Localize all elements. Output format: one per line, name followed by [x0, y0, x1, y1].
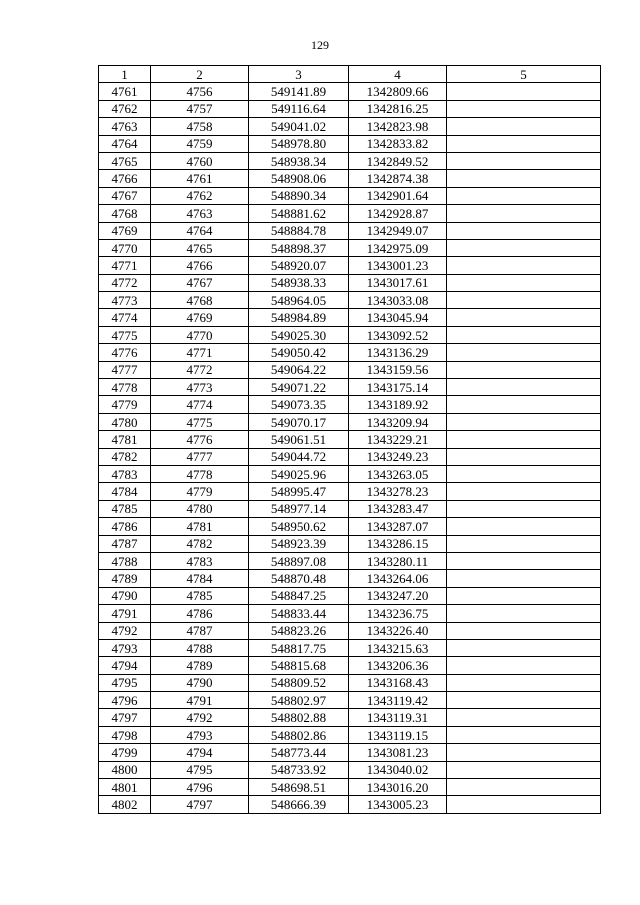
- table-cell-col-5: [447, 779, 601, 796]
- table-cell-col-2: 4768: [151, 292, 249, 309]
- table-cell-col-4: 1343175.14: [349, 379, 447, 396]
- table-cell-col-1: 4775: [99, 326, 151, 343]
- table-cell-col-1: 4778: [99, 379, 151, 396]
- table-cell-col-5: [447, 257, 601, 274]
- table-cell-col-3: 548984.89: [249, 309, 349, 326]
- table-cell-col-3: 548938.34: [249, 152, 349, 169]
- table-cell-col-2: 4786: [151, 605, 249, 622]
- table-cell-col-2: 4766: [151, 257, 249, 274]
- table-cell-col-3: 548897.08: [249, 552, 349, 569]
- table-cell-col-4: 1343168.43: [349, 674, 447, 691]
- table-cell-col-1: 4777: [99, 361, 151, 378]
- table-cell-col-2: 4780: [151, 500, 249, 517]
- table-cell-col-3: 548823.26: [249, 622, 349, 639]
- table-cell-col-1: 4782: [99, 448, 151, 465]
- column-header-3: 3: [249, 66, 349, 83]
- table-cell-col-4: 1343119.42: [349, 692, 447, 709]
- table-row: [99, 674, 601, 691]
- table-cell-col-2: 4762: [151, 187, 249, 204]
- table-cell-col-3: 548938.33: [249, 274, 349, 291]
- table-row: [99, 639, 601, 656]
- table-row: [99, 431, 601, 448]
- table-cell-col-2: 4787: [151, 622, 249, 639]
- table-row: [99, 361, 601, 378]
- table-cell-col-3: 548977.14: [249, 500, 349, 517]
- table-cell-col-3: 549044.72: [249, 448, 349, 465]
- table-cell-col-4: 1343016.20: [349, 779, 447, 796]
- table-cell-col-2: 4776: [151, 431, 249, 448]
- table-cell-col-2: 4781: [151, 518, 249, 535]
- table-cell-col-5: [447, 570, 601, 587]
- table-cell-col-2: 4777: [151, 448, 249, 465]
- table-cell-col-4: 1342901.64: [349, 187, 447, 204]
- table-cell-col-4: 1343263.05: [349, 465, 447, 482]
- table-cell-col-4: 1343247.20: [349, 587, 447, 604]
- table-row: [99, 483, 601, 500]
- table-cell-col-3: 548920.07: [249, 257, 349, 274]
- table-cell-col-3: 548817.75: [249, 639, 349, 656]
- table-cell-col-3: 548815.68: [249, 657, 349, 674]
- table-cell-col-4: 1343287.07: [349, 518, 447, 535]
- table-cell-col-5: [447, 170, 601, 187]
- table-cell-col-5: [447, 622, 601, 639]
- table-cell-col-4: 1342816.25: [349, 100, 447, 117]
- table-cell-col-1: 4784: [99, 483, 151, 500]
- table-cell-col-3: 548995.47: [249, 483, 349, 500]
- table-cell-col-2: 4760: [151, 152, 249, 169]
- table-cell-col-1: 4769: [99, 222, 151, 239]
- table-row: [99, 205, 601, 222]
- table-cell-col-4: 1343206.36: [349, 657, 447, 674]
- table-cell-col-3: 548698.51: [249, 779, 349, 796]
- table-cell-col-2: 4792: [151, 709, 249, 726]
- table-cell-col-5: [447, 344, 601, 361]
- table-cell-col-4: 1343092.52: [349, 326, 447, 343]
- table-row: [99, 500, 601, 517]
- table-cell-col-5: [447, 292, 601, 309]
- table-cell-col-2: 4784: [151, 570, 249, 587]
- table-row: [99, 761, 601, 778]
- table-cell-col-2: 4763: [151, 205, 249, 222]
- table-cell-col-1: 4802: [99, 796, 151, 813]
- table-cell-col-3: 549064.22: [249, 361, 349, 378]
- table-cell-col-2: 4779: [151, 483, 249, 500]
- table-cell-col-5: [447, 744, 601, 761]
- table-cell-col-2: 4789: [151, 657, 249, 674]
- table-cell-col-5: [447, 709, 601, 726]
- column-header-1: 1: [99, 66, 151, 83]
- table-row: [99, 170, 601, 187]
- table-cell-col-4: 1343119.31: [349, 709, 447, 726]
- table-cell-col-5: [447, 413, 601, 430]
- table-row: [99, 344, 601, 361]
- table-cell-col-3: 548733.92: [249, 761, 349, 778]
- table-row: [99, 83, 601, 100]
- table-cell-col-2: 4769: [151, 309, 249, 326]
- table-row: [99, 135, 601, 152]
- table-cell-col-1: 4790: [99, 587, 151, 604]
- table-cell-col-1: 4779: [99, 396, 151, 413]
- table-row: [99, 570, 601, 587]
- table-row: [99, 692, 601, 709]
- table-cell-col-5: [447, 605, 601, 622]
- table-cell-col-2: 4793: [151, 726, 249, 743]
- page-number: 129: [311, 38, 329, 52]
- table-cell-col-2: 4772: [151, 361, 249, 378]
- table-cell-col-4: 1343017.61: [349, 274, 447, 291]
- table-cell-col-2: 4773: [151, 379, 249, 396]
- table-row: [99, 605, 601, 622]
- table-cell-col-1: 4794: [99, 657, 151, 674]
- table-cell-col-5: [447, 431, 601, 448]
- table-cell-col-1: 4785: [99, 500, 151, 517]
- table-cell-col-4: 1342928.87: [349, 205, 447, 222]
- table-cell-col-2: 4791: [151, 692, 249, 709]
- table-row: [99, 396, 601, 413]
- table-cell-col-1: 4798: [99, 726, 151, 743]
- table-cell-col-5: [447, 692, 601, 709]
- table-row: [99, 222, 601, 239]
- table-row: [99, 274, 601, 291]
- table-cell-col-1: 4761: [99, 83, 151, 100]
- table-cell-col-5: [447, 552, 601, 569]
- table-cell-col-1: 4786: [99, 518, 151, 535]
- table-cell-col-5: [447, 396, 601, 413]
- table-cell-col-3: 549073.35: [249, 396, 349, 413]
- table-cell-col-1: 4762: [99, 100, 151, 117]
- table-row: [99, 779, 601, 796]
- table-cell-col-1: 4783: [99, 465, 151, 482]
- table-header: [99, 66, 601, 83]
- table-cell-col-3: 548950.62: [249, 518, 349, 535]
- table-row: [99, 535, 601, 552]
- table-cell-col-4: 1342833.82: [349, 135, 447, 152]
- table-cell-col-1: 4791: [99, 605, 151, 622]
- table-cell-col-5: [447, 152, 601, 169]
- table-cell-col-1: 4799: [99, 744, 151, 761]
- table-row: [99, 379, 601, 396]
- table-cell-col-1: 4770: [99, 239, 151, 256]
- table-cell-col-1: 4789: [99, 570, 151, 587]
- table-cell-col-5: [447, 483, 601, 500]
- table-cell-col-2: 4783: [151, 552, 249, 569]
- table-cell-col-1: 4766: [99, 170, 151, 187]
- table-row: [99, 239, 601, 256]
- table-cell-col-3: 548923.39: [249, 535, 349, 552]
- table-cell-col-3: 548978.80: [249, 135, 349, 152]
- table-cell-col-1: 4797: [99, 709, 151, 726]
- table-row: [99, 622, 601, 639]
- table-cell-col-4: 1343005.23: [349, 796, 447, 813]
- table-cell-col-3: 549070.17: [249, 413, 349, 430]
- header-row: [99, 66, 601, 83]
- table-cell-col-3: 548666.39: [249, 796, 349, 813]
- table-cell-col-5: [447, 726, 601, 743]
- table-cell-col-3: 548964.05: [249, 292, 349, 309]
- table-cell-col-4: 1342874.38: [349, 170, 447, 187]
- table-cell-col-3: 549141.89: [249, 83, 349, 100]
- table-cell-col-4: 1343264.06: [349, 570, 447, 587]
- table-cell-col-2: 4757: [151, 100, 249, 117]
- table-cell-col-1: 4793: [99, 639, 151, 656]
- table-row: [99, 518, 601, 535]
- table-cell-col-4: 1343236.75: [349, 605, 447, 622]
- table-cell-col-5: [447, 100, 601, 117]
- table-cell-col-3: 548884.78: [249, 222, 349, 239]
- table-cell-col-1: 4774: [99, 309, 151, 326]
- table-cell-col-4: 1343045.94: [349, 309, 447, 326]
- table-cell-col-2: 4761: [151, 170, 249, 187]
- table-cell-col-5: [447, 674, 601, 691]
- table-cell-col-5: [447, 222, 601, 239]
- table-cell-col-4: 1343286.15: [349, 535, 447, 552]
- table-cell-col-4: 1343001.23: [349, 257, 447, 274]
- table-cell-col-3: 548898.37: [249, 239, 349, 256]
- table-cell-col-1: 4768: [99, 205, 151, 222]
- table-cell-col-2: 4756: [151, 83, 249, 100]
- table-cell-col-1: 4763: [99, 118, 151, 135]
- table-cell-col-3: 548773.44: [249, 744, 349, 761]
- coordinates-table: [98, 65, 601, 814]
- table-cell-col-4: 1343249.23: [349, 448, 447, 465]
- table-cell-col-4: 1343209.94: [349, 413, 447, 430]
- table-cell-col-2: 4790: [151, 674, 249, 691]
- table-cell-col-5: [447, 361, 601, 378]
- table-row: [99, 292, 601, 309]
- table-cell-col-2: 4764: [151, 222, 249, 239]
- table-cell-col-4: 1343081.23: [349, 744, 447, 761]
- table-cell-col-3: 549025.30: [249, 326, 349, 343]
- table-cell-col-1: 4771: [99, 257, 151, 274]
- table-cell-col-3: 549116.64: [249, 100, 349, 117]
- table-cell-col-3: 548809.52: [249, 674, 349, 691]
- table-cell-col-5: [447, 274, 601, 291]
- table-cell-col-4: 1343280.11: [349, 552, 447, 569]
- table-row: [99, 448, 601, 465]
- table-cell-col-5: [447, 639, 601, 656]
- table-cell-col-4: 1343033.08: [349, 292, 447, 309]
- table-cell-col-4: 1342849.52: [349, 152, 447, 169]
- table-cell-col-5: [447, 448, 601, 465]
- table-cell-col-5: [447, 309, 601, 326]
- table-cell-col-1: 4781: [99, 431, 151, 448]
- table-cell-col-1: 4773: [99, 292, 151, 309]
- table-cell-col-5: [447, 379, 601, 396]
- table-cell-col-5: [447, 587, 601, 604]
- table-cell-col-1: 4776: [99, 344, 151, 361]
- table-cell-col-2: 4771: [151, 344, 249, 361]
- table-cell-col-2: 4788: [151, 639, 249, 656]
- table-row: [99, 709, 601, 726]
- table-cell-col-2: 4778: [151, 465, 249, 482]
- table-cell-col-3: 548881.62: [249, 205, 349, 222]
- table-cell-col-4: 1342823.98: [349, 118, 447, 135]
- table-cell-col-2: 4794: [151, 744, 249, 761]
- table-row: [99, 326, 601, 343]
- table-cell-col-5: [447, 796, 601, 813]
- table-cell-col-2: 4758: [151, 118, 249, 135]
- table-cell-col-5: [447, 761, 601, 778]
- table-body: [99, 83, 601, 813]
- table-row: [99, 187, 601, 204]
- table-cell-col-5: [447, 118, 601, 135]
- table-row: [99, 657, 601, 674]
- table-cell-col-1: 4800: [99, 761, 151, 778]
- table-cell-col-5: [447, 239, 601, 256]
- table-cell-col-2: 4759: [151, 135, 249, 152]
- table-row: [99, 465, 601, 482]
- table-cell-col-3: 548870.48: [249, 570, 349, 587]
- table-cell-col-1: 4772: [99, 274, 151, 291]
- table-cell-col-5: [447, 205, 601, 222]
- table-cell-col-5: [447, 326, 601, 343]
- column-header-4: 4: [349, 66, 447, 83]
- table-cell-col-4: 1343189.92: [349, 396, 447, 413]
- table-cell-col-5: [447, 518, 601, 535]
- table-cell-col-3: 548908.06: [249, 170, 349, 187]
- table-cell-col-2: 4797: [151, 796, 249, 813]
- table-cell-col-4: 1343040.02: [349, 761, 447, 778]
- table-cell-col-2: 4774: [151, 396, 249, 413]
- table-row: [99, 552, 601, 569]
- table-cell-col-4: 1343119.15: [349, 726, 447, 743]
- table-cell-col-1: 4787: [99, 535, 151, 552]
- table-cell-col-4: 1343229.21: [349, 431, 447, 448]
- table-cell-col-4: 1342949.07: [349, 222, 447, 239]
- table-cell-col-1: 4780: [99, 413, 151, 430]
- table-cell-col-2: 4775: [151, 413, 249, 430]
- table-cell-col-4: 1342809.66: [349, 83, 447, 100]
- table-cell-col-5: [447, 500, 601, 517]
- table-cell-col-4: 1342975.09: [349, 239, 447, 256]
- table-cell-col-5: [447, 187, 601, 204]
- table-cell-col-3: 549061.51: [249, 431, 349, 448]
- table-row: [99, 118, 601, 135]
- table-cell-col-4: 1343226.40: [349, 622, 447, 639]
- table-cell-col-2: 4795: [151, 761, 249, 778]
- table-cell-col-1: 4801: [99, 779, 151, 796]
- table-cell-col-1: 4788: [99, 552, 151, 569]
- table-cell-col-2: 4770: [151, 326, 249, 343]
- table-cell-col-3: 548802.86: [249, 726, 349, 743]
- table-row: [99, 152, 601, 169]
- table-cell-col-3: 549050.42: [249, 344, 349, 361]
- table-row: [99, 413, 601, 430]
- table-cell-col-1: 4792: [99, 622, 151, 639]
- table-cell-col-2: 4796: [151, 779, 249, 796]
- table-cell-col-3: 549041.02: [249, 118, 349, 135]
- table-cell-col-3: 548802.88: [249, 709, 349, 726]
- table-cell-col-4: 1343278.23: [349, 483, 447, 500]
- column-header-2: 2: [151, 66, 249, 83]
- table-row: [99, 726, 601, 743]
- table-cell-col-5: [447, 465, 601, 482]
- table-cell-col-4: 1343136.29: [349, 344, 447, 361]
- table-row: [99, 100, 601, 117]
- table-cell-col-3: 548833.44: [249, 605, 349, 622]
- table-cell-col-3: 549071.22: [249, 379, 349, 396]
- table-cell-col-3: 549025.96: [249, 465, 349, 482]
- table-cell-col-1: 4795: [99, 674, 151, 691]
- table-cell-col-4: 1343159.56: [349, 361, 447, 378]
- table-cell-col-5: [447, 657, 601, 674]
- table-row: [99, 744, 601, 761]
- table-cell-col-5: [447, 135, 601, 152]
- table-cell-col-1: 4767: [99, 187, 151, 204]
- table-cell-col-4: 1343283.47: [349, 500, 447, 517]
- table-cell-col-1: 4764: [99, 135, 151, 152]
- table-row: [99, 796, 601, 813]
- column-header-5: 5: [447, 66, 601, 83]
- table-cell-col-2: 4782: [151, 535, 249, 552]
- table-cell-col-5: [447, 83, 601, 100]
- table-cell-col-1: 4765: [99, 152, 151, 169]
- table-cell-col-2: 4765: [151, 239, 249, 256]
- table-row: [99, 309, 601, 326]
- table-cell-col-2: 4767: [151, 274, 249, 291]
- table-cell-col-5: [447, 535, 601, 552]
- table-cell-col-3: 548847.25: [249, 587, 349, 604]
- table-row: [99, 257, 601, 274]
- table-cell-col-4: 1343215.63: [349, 639, 447, 656]
- table-cell-col-3: 548890.34: [249, 187, 349, 204]
- table-cell-col-3: 548802.97: [249, 692, 349, 709]
- table-row: [99, 587, 601, 604]
- table-cell-col-1: 4796: [99, 692, 151, 709]
- table-cell-col-2: 4785: [151, 587, 249, 604]
